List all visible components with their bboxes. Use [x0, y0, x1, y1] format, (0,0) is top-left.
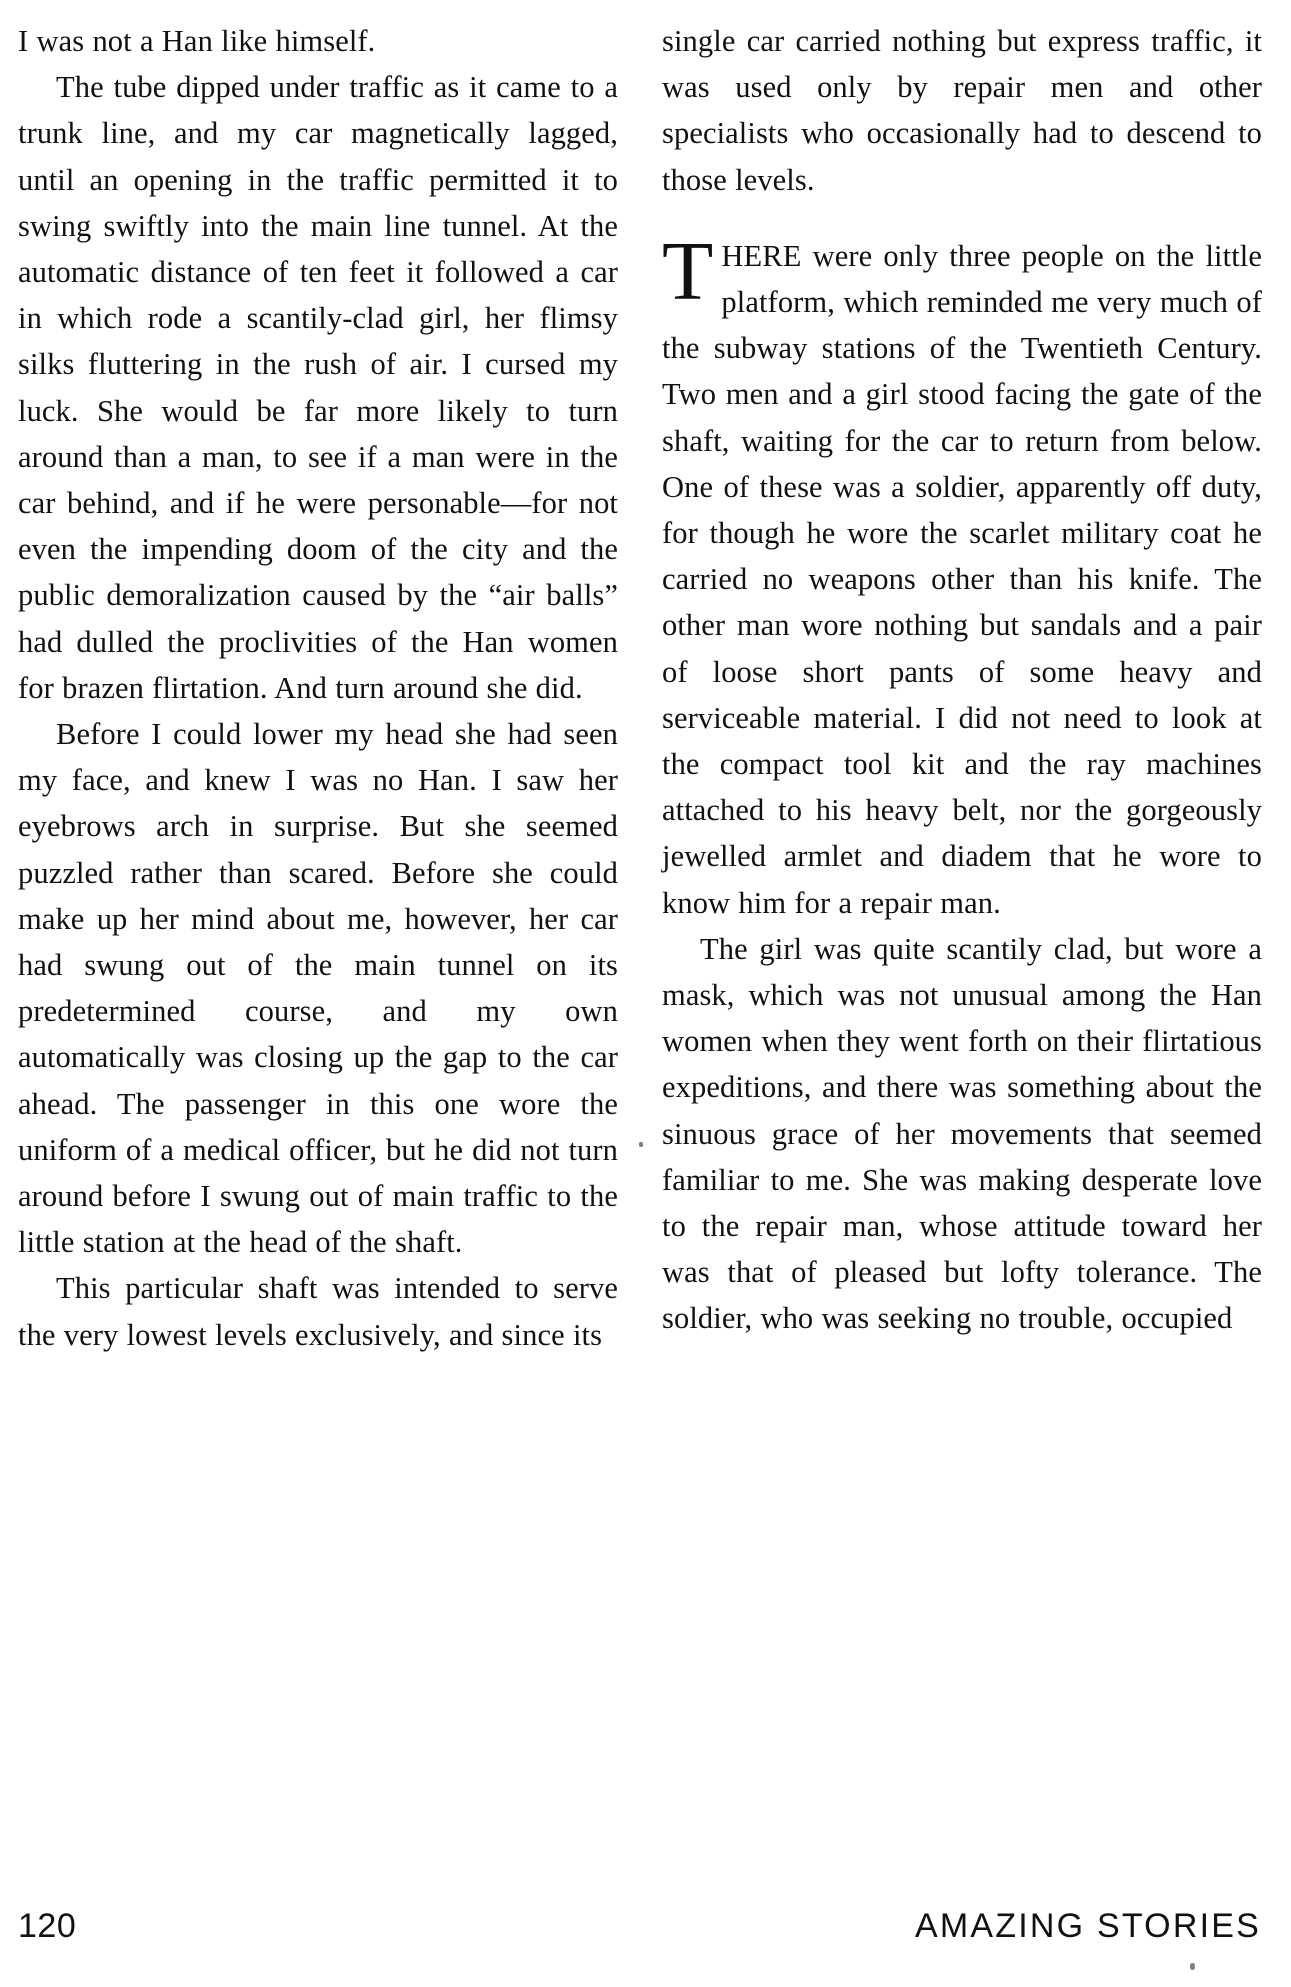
- page-footer: [18, 1907, 1261, 1957]
- drop-cap-lead-in: HERE: [721, 238, 802, 273]
- paragraph-particular-shaft: This particular shaft was intended to serve the very lowest levels exclusively, and since its: [18, 1271, 618, 1352]
- two-column-body: [18, 18, 1261, 1858]
- paragraph-before-i-could: Before I could lower my head she had seen my face, and knew I was no Han. I saw her eyebrows arch in surprise. But she seemed puzzled rather than scared. Before she could make up her mind about me, however, her car had swung out of the main tunnel on its predetermined course, and my own automatically was closing up the gap to the car ahead. The passenger in this one wore the uniform of a medical officer, but he did not turn around before I swung out of main traffic to the little station at the head of the shaft.: [18, 717, 618, 1260]
- paragraph-continuation-right: single car carried nothing but express traffic, it was used only by repair men and other specialists who occasionally had to descend to those levels.: [662, 24, 1262, 197]
- scan-speck: [1190, 1963, 1195, 1970]
- drop-cap-letter: T: [662, 224, 714, 318]
- paragraph-the-girl-was-quite: The girl was quite scantily clad, but wore a mask, which was not unusual among the Han women when they went forth on their flirtatious expeditions, and there was something about the sinuous grace of her movements that seemed familiar to me. She was making desperate love to the repair man, whose attitude toward her was that of pleased but lofty tolerance. The soldier, who was seeking no trouble, occupied: [662, 931, 1262, 1336]
- paragraph-body-text: were only three people on the little platform, which reminded me very much of the subway stations of the Twentieth Century. Two men and a girl stood facing the gate of the shaft, waiting for the car to return from below. One of these was a soldier, apparently off duty, for though he wore the scarlet military coat he carried no weapons other than his knife. The other man wore nothing but sandals and a pair of loose short pants of some heavy and serviceable material. I did not need to look at the compact tool kit and the ray machines attached to his heavy belt, nor the gorgeously jewelled armlet and diadem that he wore to know him for a repair man.: [662, 238, 1262, 920]
- right-column: [662, 18, 1262, 1342]
- paragraph-continuation-left: I was not a Han like himself.: [18, 24, 376, 58]
- page-number: 120: [18, 1907, 77, 1945]
- scan-speck: [639, 1142, 643, 1147]
- left-column: [18, 18, 618, 1358]
- paragraph-tube-dipped: The tube dipped under traffic as it came to a trunk line, and my car magnetically lagged, until an opening in the traffic permitted it to swing swiftly into the main line tunnel. At the automatic distance of ten feet it followed a car in which rode a scantily-clad girl, her flimsy silks fluttering in the rush of air. I cursed my luck. She would be far more likely to turn around than a man, to see if a man were in the car behind, and if he were personable—for not even the impending doom of the city and the public demoralization caused by the “air balls” had dulled the proclivities of the Han women for brazen flirtation. And turn around she did.: [18, 70, 618, 705]
- paragraph-there-were-only-three: [662, 224, 1262, 926]
- magazine-title: AMAZING STORIES: [915, 1907, 1261, 1945]
